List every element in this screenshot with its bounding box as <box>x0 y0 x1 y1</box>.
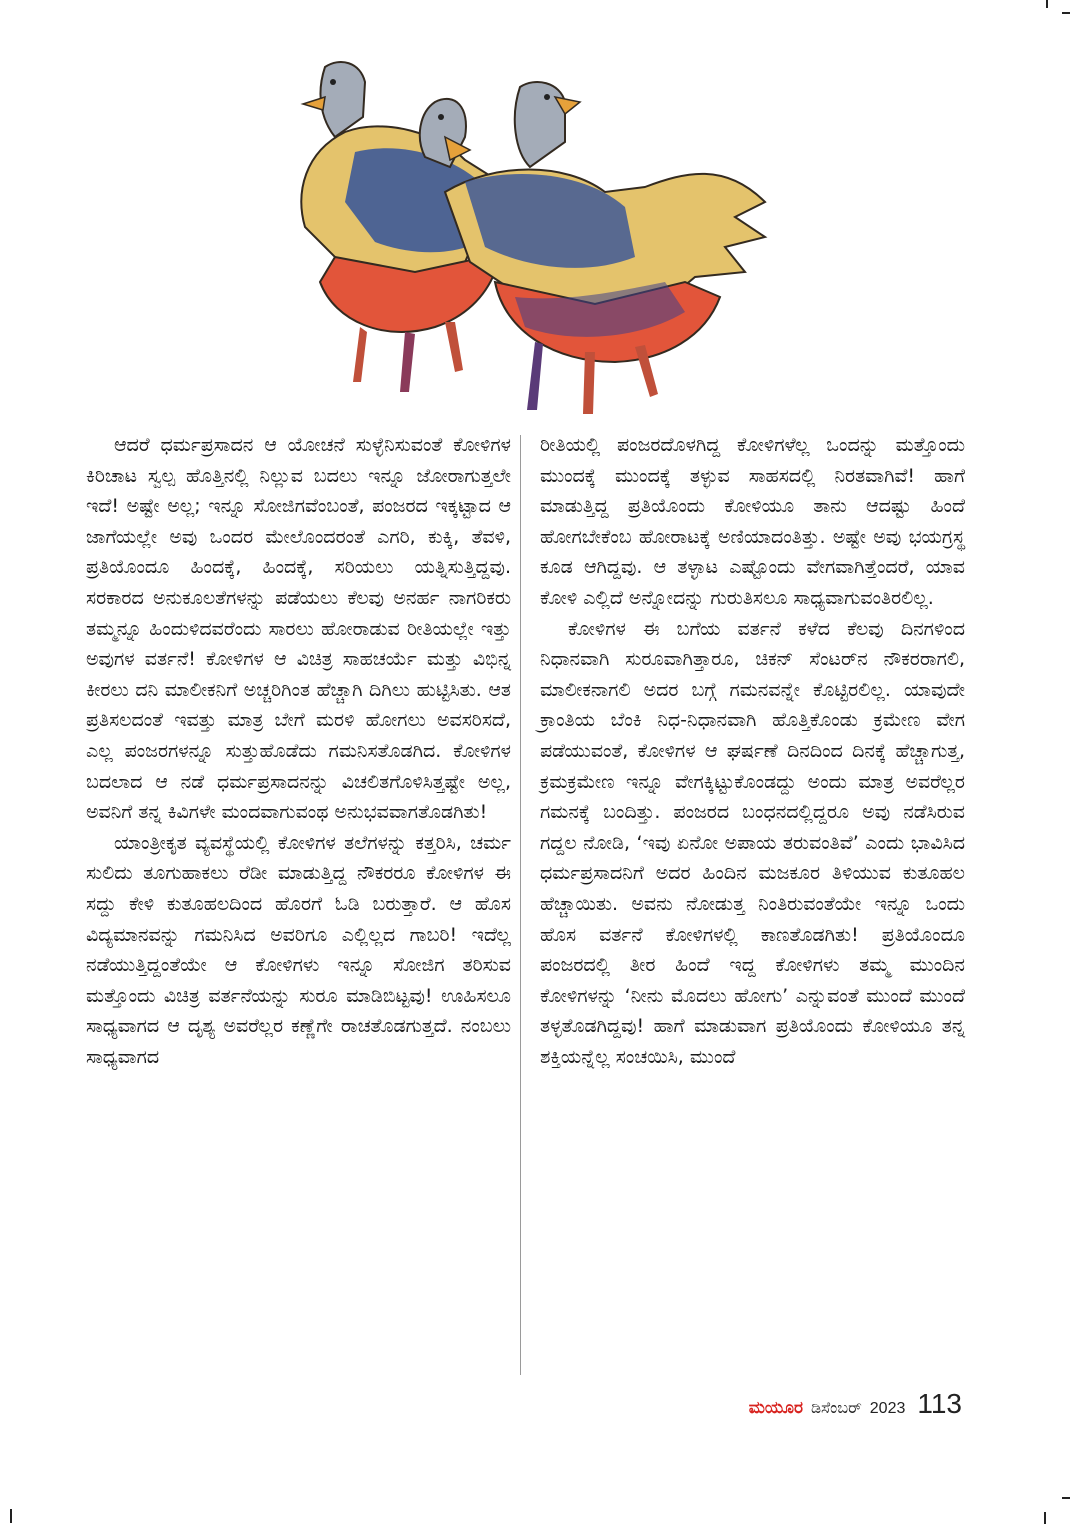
paragraph: ರೀತಿಯಲ್ಲಿ ಪಂಜರದೊಳಗಿದ್ದ ಕೋಳಿಗಳೆಲ್ಲ ಒಂದನ್ನು ಮತ್ತೊಂದು ಮುಂದಕ್ಕೆ ಮುಂದಕ್ಕೆ ತಳ್ಳುವ ಸಾಹಸದಲ್ಲಿ ನಿರತವಾಗಿವೆ! ಹಾಗೆ ಮಾಡುತ್ತಿದ್ದ ಪ್ರತಿಯೊಂದು ಕೋಳಿಯೂ ತಾನು ಆದಷ್ಟು ಹಿಂದೆ ಹೋಗಬೇಕೆಂಬ ಹೋರಾಟಕ್ಕೆ ಅಣಿಯಾದಂತಿತ್ತು. ಅಷ್ಟೇ ಅವು ಭಯಗ್ರಸ್ಥ ಕೂಡ ಆಗಿದ್ದವು. ಆ ತಳ್ಳಾಟ ಎಷ್ಟೊಂದು ವೇಗವಾಗಿತ್ತೆಂದರೆ, ಯಾವ ಕೋಳಿ ಎಲ್ಲಿದೆ ಅನ್ನೋದನ್ನು ಗುರುತಿಸಲೂ ಸಾಧ್ಯವಾಗುವಂತಿರಲಿಲ್ಲ. <box>540 434 965 609</box>
article-left-column <box>86 430 511 1072</box>
crop-mark <box>1046 0 1048 8</box>
issue-year: 2023 <box>869 1400 906 1417</box>
issue-month: ಡಿಸೆಂಬರ್ <box>810 1400 862 1417</box>
page-number: 113 <box>917 1388 962 1419</box>
paragraph: ಯಾಂತ್ರೀಕೃತ ವ್ಯವಸ್ಥೆಯಲ್ಲಿ ಕೋಳಿಗಳ ತಲೆಗಳನ್ನು ಕತ್ತರಿಸಿ, ಚರ್ಮ ಸುಲಿದು ತೂಗುಹಾಕಲು ರೆಡೀ ಮಾಡುತ್ತಿದ್ದ ನೌಕರರೂ ಕೋಳಿಗಳ ಈ ಸದ್ದು ಕೇಳಿ ಕುತೂಹಲದಿಂದ ಹೊರಗೆ ಓಡಿ ಬರುತ್ತಾರೆ. ಆ ಹೊಸ ವಿದ್ಯಮಾನವನ್ನು ಗಮನಿಸಿದ ಅವರಿಗೂ ಎಲ್ಲಿಲ್ಲದ ಗಾಬರಿ! ಇದೆಲ್ಲ ನಡೆಯುತ್ತಿದ್ದಂತೆಯೇ ಆ ಕೋಳಿಗಳು ಇನ್ನೂ ಸೋಜಿಗ ತರಿಸುವ ಮತ್ತೊಂದು ವಿಚಿತ್ರ ವರ್ತನೆಯನ್ನು ಸುರೂ ಮಾಡಿಬಿಟ್ಟವು! ಊಹಿಸಲೂ ಸಾಧ್ಯವಾಗದ ಆ ದೃಶ್ಯ ಅವರೆಲ್ಲರ ಕಣ್ಣೆಗೇ ರಾಚತೊಡಗುತ್ತದೆ. ನಂಬಲು ಸಾಧ್ಯವಾಗದ <box>86 831 511 1068</box>
magazine-name: ಮಯೂರ <box>748 1398 803 1417</box>
paragraph: ಆದರೆ ಧರ್ಮಪ್ರಸಾದನ ಆ ಯೋಚನೆ ಸುಳ್ಳೆನಿಸುವಂತೆ ಕೋಳಿಗಳ ಕಿರಿಚಾಟ ಸ್ವಲ್ಪ ಹೊತ್ತಿನಲ್ಲಿ ನಿಲ್ಲುವ ಬದಲು ಇನ್ನೂ ಜೋರಾಗುತ್ತಲೇ ಇದೆ! ಅಷ್ಟೇ ಅಲ್ಲ; ಇನ್ನೂ ಸೋಜಿಗವೆಂಬಂತೆ, ಪಂಜರದ ಇಕ್ಕಟ್ಟಾದ ಆ ಜಾಗೆಯಲ್ಲೇ ಅವು ಒಂದರ ಮೇಲೊಂದರಂತೆ ಎಗರಿ, ಕುಕ್ಕಿ, ತೆವಳಿ, ಪ್ರತಿಯೊಂದೂ ಹಿಂದಕ್ಕೆ, ಹಿಂದಕ್ಕೆ, ಸರಿಯಲು ಯತ್ನಿಸುತ್ತಿದ್ದವು. ಸರಕಾರದ ಅನುಕೂಲತೆಗಳನ್ನು ಪಡೆಯಲು ಕೆಲವು ಅನರ್ಹ ನಾಗರಿಕರು ತಮ್ಮನ್ನೂ ಹಿಂದುಳಿದವರೆಂದು ಸಾರಲು ಹೋರಾಡುವ ರೀತಿಯಲ್ಲೇ ಇತ್ತು ಅವುಗಳ ವರ್ತನೆ! ಕೋಳಿಗಳ ಆ ವಿಚಿತ್ರ ಸಾಹಚರ್ಯೆ ಮತ್ತು ವಿಭಿನ್ನ ಕೀರಲು ದನಿ ಮಾಲೀಕನಿಗೆ ಅಚ್ಚರಿಗಿಂತ ಹೆಚ್ಚಾಗಿ ದಿಗಿಲು ಹುಟ್ಟಿಸಿತು. ಆತ ಪ್ರತಿಸಲದಂತೆ ಇವತ್ತು ಮಾತ್ರ ಬೇಗೆ ಮರಳಿ ಹೋಗಲು ಅವಸರಿಸದೆ, ಎಲ್ಲ ಪಂಜರಗಳನ್ನೂ ಸುತ್ತುಹೊಡೆದು ಗಮನಿಸತೊಡಗಿದ. ಕೋಳಿಗಳ ಬದಲಾದ ಆ ನಡೆ ಧರ್ಮಪ್ರಸಾದನನ್ನು ವಿಚಲಿತಗೊಳಿಸಿತ್ತಷ್ಟೇ ಅಲ್ಲ, ಅವನಿಗೆ ತನ್ನ ಕಿವಿಗಳೇ ಮಂದವಾಗುವಂಥ ಅನುಭವವಾಗತೊಡಗಿತು! <box>86 434 511 824</box>
column-divider <box>520 435 521 1375</box>
crop-mark <box>10 1509 12 1523</box>
page-footer <box>749 1388 962 1420</box>
article-right-column <box>540 430 965 1072</box>
right-hen <box>445 82 765 414</box>
crop-mark <box>1062 12 1070 14</box>
hens-illustration <box>265 42 790 420</box>
crop-mark <box>1062 1497 1070 1499</box>
crop-mark <box>1044 1512 1046 1524</box>
paragraph: ಕೋಳಿಗಳ ಈ ಬಗೆಯ ವರ್ತನೆ ಕಳೆದ ಕೆಲವು ದಿನಗಳಿಂದ ನಿಧಾನವಾಗಿ ಸುರೂವಾಗಿತ್ತಾರೂ, ಚಿಕನ್ ಸೆಂಟರ್‌ನ ನೌಕರರಾಗಲಿ, ಮಾಲೀಕನಾಗಲಿ ಅದರ ಬಗ್ಗೆ ಗಮನವನ್ನೇ ಕೊಟ್ಟಿರಲಿಲ್ಲ. ಯಾವುದೇ ಕ್ರಾಂತಿಯ ಬೆಂಕಿ ನಿಧ-ನಿಧಾನವಾಗಿ ಹೊತ್ತಿಕೊಂಡು ಕ್ರಮೇಣ ವೇಗ ಪಡೆಯುವಂತೆ, ಕೋಳಿಗಳ ಆ ಘರ್ಷಣೆ ದಿನದಿಂದ ದಿನಕ್ಕೆ ಹೆಚ್ಚಾಗುತ್ತ, ಕ್ರಮಕ್ರಮೇಣ ಇನ್ನೂ ವೇಗಕ್ಕಿಟ್ಟುಕೊಂಡದ್ದು ಅಂದು ಮಾತ್ರ ಅವರೆಲ್ಲರ ಗಮನಕ್ಕೆ ಬಂದಿತ್ತು. ಪಂಜರದ ಬಂಧನದಲ್ಲಿದ್ದರೂ ಅವು ನಡೆಸಿರುವ ಗದ್ದಲ ನೋಡಿ, ‘ಇವು ಏನೋ ಅಪಾಯ ತರುವಂತಿವೆ’ ಎಂದು ಭಾವಿಸಿದ ಧರ್ಮಪ್ರಸಾದನಿಗೆ ಅದರ ಹಿಂದಿನ ಮಜಕೂರ ತಿಳಿಯುವ ಕುತೂಹಲ ಹೆಚ್ಚಾಯಿತು. ಅವನು ನೋಡುತ್ತ ನಿಂತಿರುವಂತೆಯೇ ಇನ್ನೂ ಒಂದು ಹೊಸ ವರ್ತನೆ ಕೋಳಿಗಳಲ್ಲಿ ಕಾಣತೊಡಗಿತು! ಪ್ರತಿಯೊಂದೂ ಪಂಜರದಲ್ಲಿ ತೀರ ಹಿಂದೆ ಇದ್ದ ಕೋಳಿಗಳು ತಮ್ಮ ಮುಂದಿನ ಕೋಳಿಗಳನ್ನು ‘ನೀನು ಮೊದಲು ಹೋಗು’ ಎನ್ನುವಂತೆ ಮುಂದೆ ಮುಂದೆ ತಳ್ಳತೊಡಗಿದ್ದವು! ಹಾಗೆ ಮಾಡುವಾಗ ಪ್ರತಿಯೊಂದು ಕೋಳಿಯೂ ತನ್ನ ಶಕ್ತಿಯನ್ನೆಲ್ಲ ಸಂಚಯಿಸಿ, ಮುಂದೆ <box>540 617 965 1068</box>
